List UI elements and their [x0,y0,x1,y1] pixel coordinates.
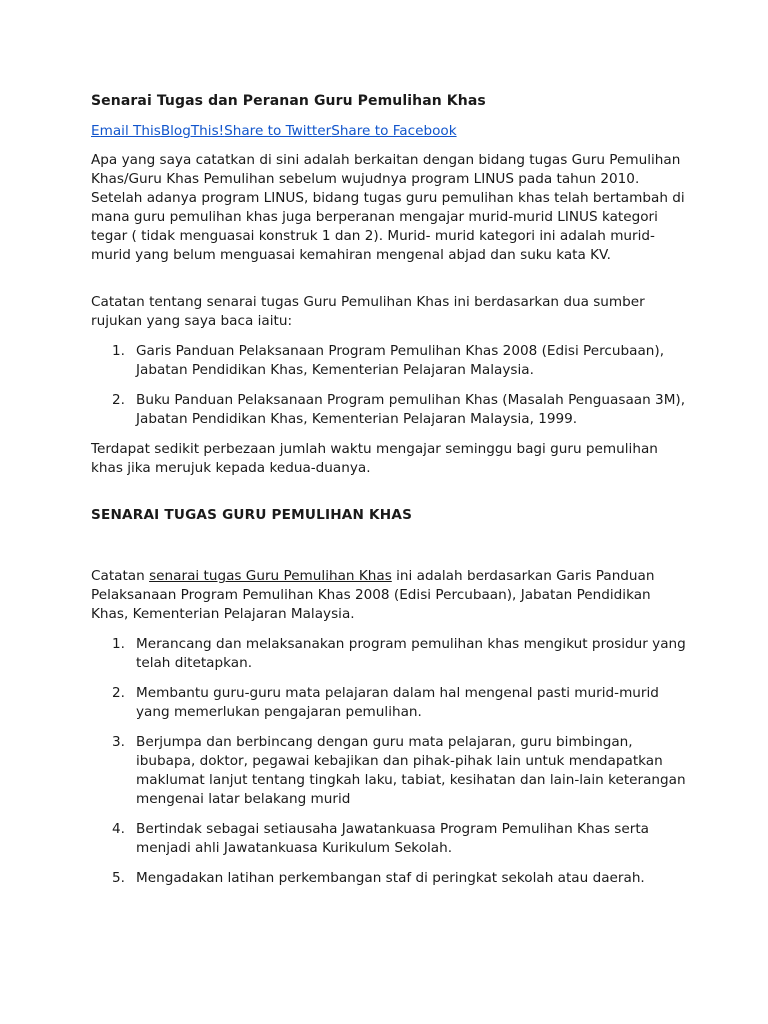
list-number: 3. [112,734,125,750]
list-item [91,342,691,380]
list-item [91,391,691,429]
list-number: 2. [112,685,125,701]
list-number: 4. [112,821,125,837]
blogthis-link[interactable]: BlogThis! [160,123,225,139]
list-number: 1. [112,636,125,652]
list-item-text: Buku Panduan Pelaksanaan Program pemulihan Khas (Masalah Penguasaan 3M), Jabatan Pendidikan Khas, Kementerian Pelajaran Malaysia, 1999. [136,392,686,427]
duties-list [91,635,691,888]
list-item-text: Bertindak sebagai setiausaha Jawatankuasa Program Pemulihan Khas serta menjadi ahli Jawatankuasa Kurikulum Sekolah. [136,821,649,856]
share-twitter-link[interactable]: Share to Twitter [224,123,332,139]
list-number: 5. [112,870,125,886]
section-note-underlined: senarai tugas Guru Pemulihan Khas [149,568,392,584]
intro-paragraph: Apa yang saya catatkan di sini adalah berkaitan dengan bidang tugas Guru Pemulihan Khas/Guru Khas Pemulihan sebelum wujudnya program LINUS pada tahun 2010. Setelah adanya program LINUS, bidang tugas guru pemulihan khas telah bertambah di mana guru pemulihan khas juga berperanan mengajar murid-murid LINUS kategori tegar ( tidak menguasai konstruk 1 dan 2). Murid- murid kategori ini adalah murid-murid yang belum menguasai kemahiran mengenal abjad dan suku kata KV. [91,152,685,263]
section-note-prefix: Catatan [91,568,150,584]
section-note-suffix: ini adalah berdasarkan Garis Panduan Pelaksanaan Program Pemulihan Khas 2008 (Edisi Percubaan), Jabatan Pendidikan Khas, Kementerian Pelajaran Malaysia. [91,568,655,622]
list-item [91,684,691,722]
section-note [91,567,691,624]
share-facebook-link[interactable]: Share to Facebook [331,123,457,139]
document-title: Senarai Tugas dan Peranan Guru Pemulihan Khas [91,93,486,109]
list-item [91,635,691,673]
email-this-link[interactable]: Email This [91,123,161,139]
list-item-text: Garis Panduan Pelaksanaan Program Pemulihan Khas 2008 (Edisi Percubaan), Jabatan Pendidikan Khas, Kementerian Pelajaran Malaysia. [136,343,665,378]
list-item-text: Membantu guru-guru mata pelajaran dalam hal mengenal pasti murid-murid yang memerlukan pengajaran pemulihan. [136,685,659,720]
document-page [91,92,691,899]
list-number: 1. [112,343,125,359]
sources-list [91,342,691,429]
list-item-text: Berjumpa dan berbincang dengan guru mata pelajaran, guru bimbingan, ibubapa, doktor, pegawai kebajikan dan pihak-pihak lain untuk mendapatkan maklumat lanjut tentang tingkah laku, tabiat, kesihatan dan lain-lain keterangan mengenai latar belakang murid [136,734,686,807]
list-item-text: Merancang dan melaksanakan program pemulihan khas mengikut prosidur yang telah ditetapkan. [136,636,686,671]
list-number: 2. [112,392,125,408]
list-item [91,869,691,888]
sources-intro: Catatan tentang senarai tugas Guru Pemulihan Khas ini berdasarkan dua sumber rujukan yang saya baca iaitu: [91,294,645,329]
difference-note: Terdapat sedikit perbezaan jumlah waktu mengajar seminggu bagi guru pemulihan khas jika merujuk kepada kedua-duanya. [91,441,658,476]
list-item [91,820,691,858]
section-title: SENARAI TUGAS GURU PEMULIHAN KHAS [91,507,413,523]
list-item [91,733,691,809]
share-links-bar [91,122,691,141]
list-item-text: Mengadakan latihan perkembangan staf di peringkat sekolah atau daerah. [136,870,645,886]
